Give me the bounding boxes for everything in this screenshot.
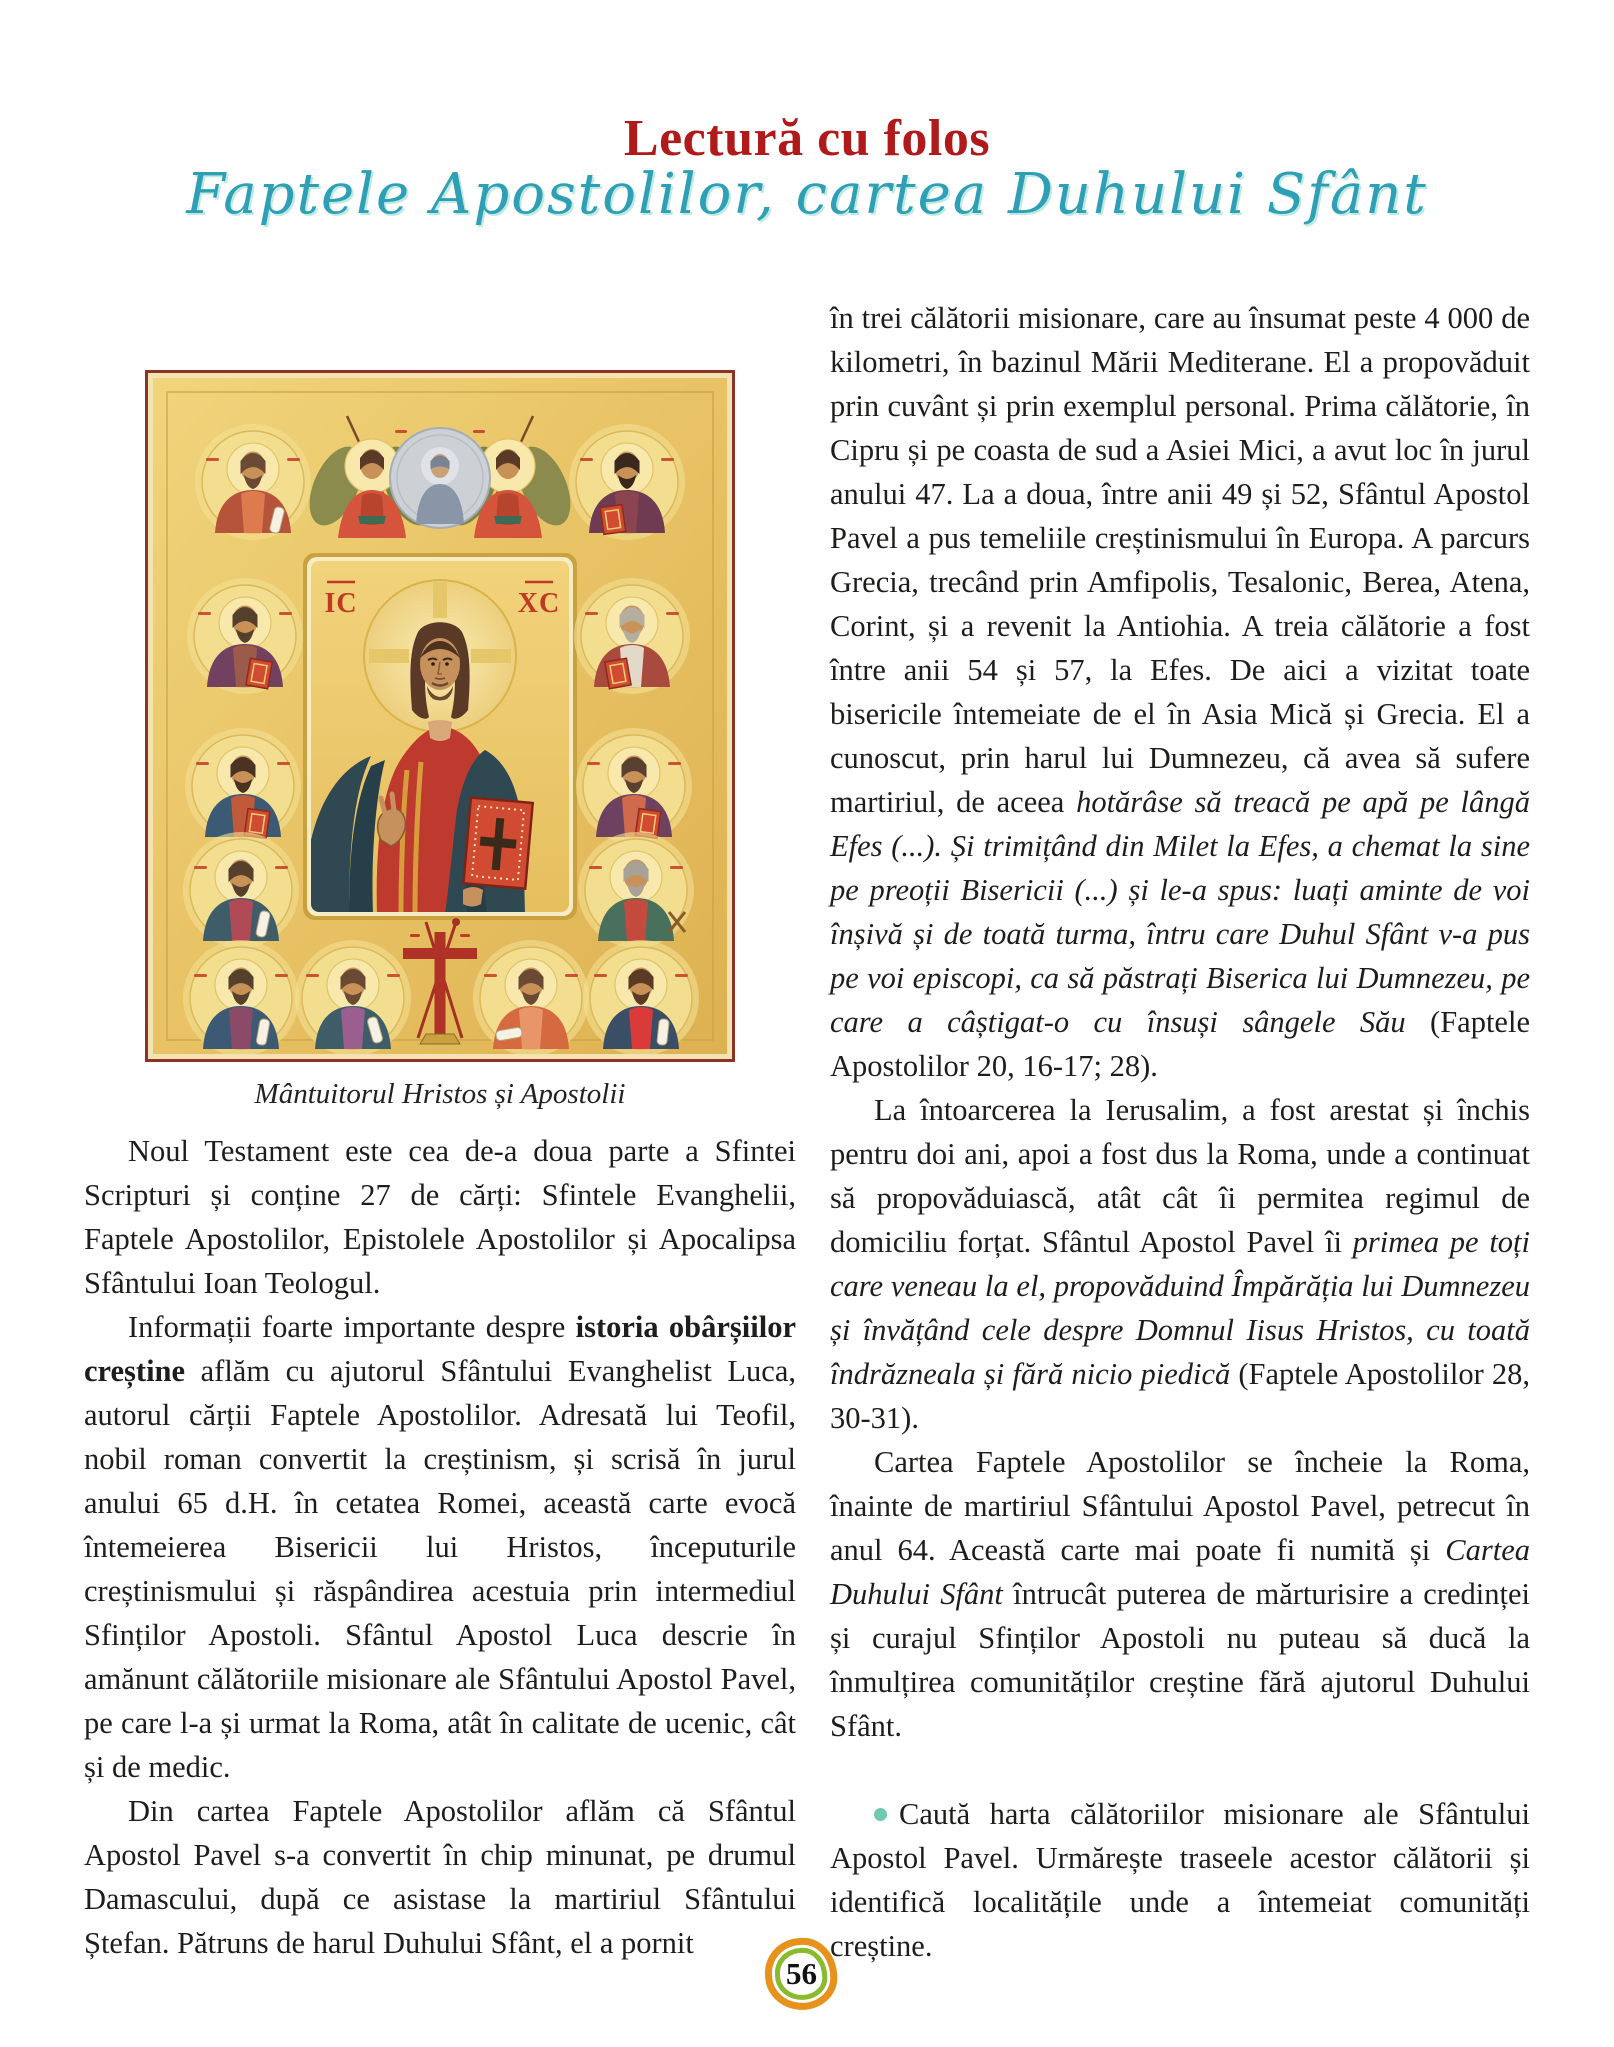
paragraph-left-2: Informații foarte importante despre istoria obârșiilor creștine aflăm cu ajutorul Sfântului Evanghelist Luca, autorul cărții Faptele Apostolilor. Adresată lui Teofil, nobil roman convertit la creștinism, și scrisă în jurul anului 65 d.H. în cetatea Romei, această carte evocă întemeierea Bisericii lui Hristos, începuturile creștinismului și răspândirea acestuia prin intermediul Sfinților Apostoli. Sfântul Apostol Luca descrie în amănunt călătoriile misionare ale Sfântului Apostol Pavel, pe care l-a și urmat la Roma, atât în calitate de ucenic, cât și de medic.: [84, 1310, 796, 1784]
two-column-layout: [84, 296, 1530, 1968]
page-number: 56: [785, 1956, 817, 1991]
page-title: Lectură cu folos: [623, 109, 991, 167]
activity-item: [830, 1792, 1530, 1968]
right-column: [830, 296, 1530, 1968]
figure-caption: Mântuitorul Hristos și Apostolii: [254, 1078, 626, 1110]
paragraph-right-2: La întoarcerea la Ierusalim, a fost arestat și închis pentru doi ani, apoi a fost dus la Roma, unde a continuat să propovăduiască, atât cât îi permitea regimul de domiciliu forțat. Sfântul Apostol Pavel îi primea pe toți care veneau la el, propovăduind Împărăția lui Dumnezeu și învățând cele despre Domnul Iisus Hristos, cu toată îndrăzneala și fără nicio piedică (Faptele Apostolilor 28, 30-31).: [830, 1093, 1530, 1435]
activity-text: Caută harta călătoriilor misionare ale Sfântului Apostol Pavel. Urmărește traseele acestor călătorii și identifică localitățile unde a întemeiat comunități creștine.: [830, 1797, 1530, 1963]
paragraph-left-3: Din cartea Faptele Apostolilor aflăm că Sfântul Apostol Pavel s-a convertit în chip minunat, pe drumul Damascului, după ce asistase la martiriul Sfântului Ștefan. Pătruns de harul Duhului Sfânt, el a pornit: [84, 1794, 796, 1960]
christ-panel: [303, 553, 577, 920]
lesson-subtitle: Faptele Apostolilor, cartea Duhului Sfânt: [186, 162, 1428, 227]
inscription-ic: IC: [324, 588, 358, 619]
inscription-xc: XC: [517, 588, 561, 619]
paragraph-right-3: Cartea Faptele Apostolilor se încheie la Roma, înainte de martiriul Sfântului Apostol Pavel, petrecut în anul 64. Această carte mai poate fi numită și Cartea Duhului Sfânt întrucât puterea de mărturisire a credinței și curajul Sfinților Apostoli nu puteau să ducă la înmulțirea comunităților creștine fără ajutorul Duhului Sfânt.: [830, 1445, 1530, 1743]
figure-icon-christ-apostles: [145, 370, 735, 1111]
paragraph-right-1: în trei călătorii misionare, care au însumat peste 4 000 de kilometri, în bazinul Mării Mediterane. El a propovăduit prin cuvânt și prin exemplul personal. Prima călătorie, în Cipru și pe coasta de sud a Asiei Mici, a avut loc în jurul anului 47. La a doua, între anii 49 și 52, Sfântul Apostol Pavel a pus temeliile creștinismului în Europa. A parcurs Grecia, trecând prin Amfipolis, Tesalonic, Berea, Atena, Corint, și a revenit la Antiohia. A treia călătorie a fost între anii 54 și 57, la Efes. De aici a vizitat toate bisericile întemeiate de el în Asia Mică și Grecia. El a cunoscut, prin harul lui Dumnezeu, că avea să sufere martiriul, de aceea hotărâse să treacă pe apă pe lângă Efes (...). Și trimițând din Milet la Efes, a chemat la sine pe preoții Bisericii (...) și le-a spus: luați aminte de voi înșivă și de toată turma, întru care Duhul Sfânt v-a pus pe voi episcopi, ca să păstrați Biserica lui Dumnezeu, pe care a câștigat-o cu însuși sângele Său (Faptele Apostolilor 20, 16-17; 28).: [830, 301, 1530, 1083]
bullet-icon: [874, 1808, 887, 1821]
paragraph-left-1: Noul Testament este cea de-a doua parte a Sfintei Scripturi și conține 27 de cărți: Sfintele Evanghelii, Faptele Apostolilor, Epistolele Apostolilor și Apocalipsa Sfântului Ioan Teologul.: [84, 1134, 796, 1300]
left-column: [84, 296, 796, 1965]
icon-christ-and-apostles-image: [145, 370, 735, 1062]
